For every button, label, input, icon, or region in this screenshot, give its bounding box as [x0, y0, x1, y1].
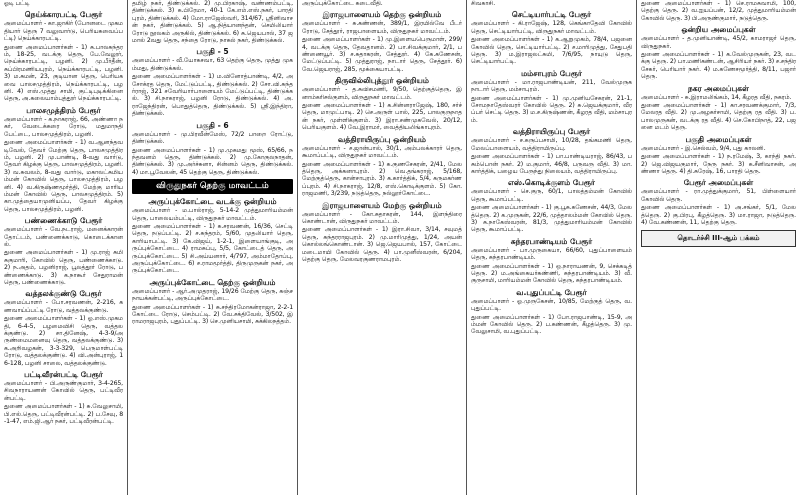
paragraph: அமைப்பாளர் - வே.நடராஜ், மனைக்காரன் தோட்டம், பண்ணைக்காடு, கொடைக்கானல். [4, 226, 123, 248]
section-heading: திருவில்லிபுத்தூர் ஒன்றியம் [334, 76, 430, 86]
paragraph: துணை அமைப்பாளர்கள் - 1) ம.வினோத்பாண்டி, 4/2, அசோக்ரத தெரு, மேட்டுப்பட்டி, திண்டுக்கல். 2) சோ.வி.சுந்தர்ராஜ், 321 சவேரியார்பாளையம் மேட்டுப்பட்டி, திண்டுக்கல். 3) சி.நாகராஜ், பழனி ரோடு, திண்டுக்கல். 4) அ.ராஜேந்திரன், பொதுத்தெரு, திண்டுக்கல். 5) ஸ்ரீ.இந்திரா, திண்டுக்கல். [132, 73, 293, 118]
section-heading: நகர அமைப்புகள் [687, 83, 750, 93]
paragraph: அமைப்பாளர் - ரா.முத்துக்குமார், 51, பிள்ளையார் கோவில் தெரு. [641, 188, 796, 203]
section-heading: வத்திராயிருப்பு ஒன்றியம் [338, 134, 426, 144]
paragraph: அமைப்பாளர் - மா.ராஜபாண்டியன், 211, வேல்முருக நாடார் தெரு, மம்சாபுரம். [471, 78, 632, 94]
column-1 [0, 0, 128, 495]
paragraph: அமைப்பாளர் - கி.ராஜேஷ், 128, கெங்காதேவி கோவில் தெரு, செட்டியார்பட்டி, விருதுநகர் மாவட்டம். [471, 20, 632, 35]
paragraph: துணை அமைப்பாளர்கள் - 1) மு.ராஜ் சுமி சுகுமாரி, கோவில் தெரு, பண்ணைக்காடு. 2) ந.அதம், பழனிராஜ், பூலத்தூர் ரோடு, பண்ணைக்காடு. 3) க.நாகூர் சேதுராமன் தெரு, பண்ணைக்காடு. [4, 249, 123, 286]
paragraph: துணை அமைப்பாளர்கள் - 1) அ.சங்கர், 5/1, மேலத்தெரு. 2) கு.பிரபு, கீழத்தெரு. 3) மா.ராஜா, நடுத்தெரு. 4) வே.கண்ணன், 11, தெற்கு தெரு. [641, 204, 796, 226]
paragraph: துணை அமைப்பாளர்கள் - 1) கு.பூசு.கணேசன், 44/3, மேலத்தெரு. 2) க.முருகன், 22/6, முத்தாலம்மன் கோவில் தெரு. 3) சு.நாகேஸ்வரன், 81/3, முத்துமாரியம்மன் கோவில் தெரு, கூமாப்பட்டி. [471, 204, 632, 234]
paragraph: அமைப்பாளர் - க.நாகராஜ், 66, அண்ணா நகர், வேடைக்கரை ரோடு, மதுமாநதி பேட்டை, பாலசமுத்திரம், பழனி. [4, 115, 123, 138]
paragraph: துணை அமைப்பாளர்கள் - 1) க.குணசேகரன், 2/41, மேலத்தெரு, அக்கனாபுரம். 2) வெ.தங்கராஜ், 5/168, மேற்குத்தெரு, கான்சாபுரம். 3) க.கார்த்திக், 5/4, கருமகர்ணப்புரம். 4) சி.நாகராஜ், 12/8, எஸ்.கொடிக்குளம். 5) கோ.ராஜமணி, 3/239, நடுத்தெரு, நல்லூர்கோட்டை. [302, 160, 462, 198]
paragraph: துணை அமைப்பாளர்கள் - 1) மு.முகமது மூஸ், 65/66, நந்தவனம் தெரு, திண்டுக்கல். 2) மு.கோகுலநாதன், திண்டுக்கல். 3) மு.அர்ச்சுனா, சின்னம் தெரு, திண்டுக்கல். 4) மா.பூவேலன், 45 தெற்கு தெரு, திண்டுக்கல். [132, 146, 293, 176]
district-banner: விருதுநகர் தெற்கு மாவட்டம் [132, 179, 293, 194]
section-heading: வத்திராயிருப்பு பேரூர் [512, 127, 591, 137]
section-heading: பேரூர் அமைப்புகள் [683, 178, 754, 188]
paragraph: அமைப்பாளர் - த.சுவிசமணி, 9/50, தெற்குத்தெரு, இனாம்கரிசல்குளம், விருதுநகர் மாவட்டம். [302, 86, 462, 101]
paragraph: அமைப்பாளர் - வீ.யோகசவா, 63 தெற்கு தெரு, முத்து முகம்மது, திண்டுக்கல். [132, 57, 293, 72]
paragraph: அமைப்பாளர் - ச.கருப்பசாமி, 10/28, தங்கமணி தெரு, மேலப்பாளையம், வத்திராயிருப்பு. [471, 137, 632, 152]
paragraph: தமிழ் நகர், திண்டுக்கல். 2) மு.பிரகாஷ், வண்ணம்பட்டி, திண்டுக்கல். 3) க.பிரேமா, 40-1 கே.எம்.எஸ்.நகர், பாரதி புரம், திண்டுக்கல். 4) மோ.ராஜேஸ்வரி, 314/67, ஸ்ரீனிவாசன் நகர், திண்டுக்கல். 5) ஆ.நித்யானந்தன், செமிலியார் ரோடு நூலகம் அருகில், திண்டுக்கல். 6) சு.ஜெயபால், 37 ஜமால் 2வது தெரு, சந்தை ரோடு, நாகல் நகர், திண்டுக்கல். [132, 0, 293, 45]
column-3 [298, 0, 467, 495]
paragraph: அமைப்பாளர் - பி.அருண்குமார், 3-4-265, சிவநாராயணன் கோவில் தெரு, பட்டிவீரன்பட்டி. [4, 380, 123, 402]
paragraph: சிவகாசி. [471, 0, 496, 7]
paragraph: துணை அமைப்பாளர்கள் - 1) மு.இளையபெருமாள், 299/4, வடக்கு தெரு, தேவதானம். 2) பா.சிவக்குமார், 2/1, பண்ணையூர். 3) ச.சுதாகரன், சேத்தூர். 4) கே.கணேசன், மேட்டுப்பட்டி. 5) முத்துராஜ், நாடார் தெரு, சேத்தூர். 6) வே.ஜெயராஜ், 285, மூக்கையாபட்டி. [302, 36, 462, 73]
paragraph: துணை அமைப்பாளர்கள் - 1) போ.ராஜபாண்டி, 15-9, அம்மன் கோவில் தெரு. 2) ப.கண்ணன், கீழத்தெரு. 3) மு.வேலுசாமி, வ.புதுப்பட்டி. [471, 313, 632, 336]
paragraph: அமைப்பாளர் - போ.சரவணன், 2-216, கணவாய்ப்பட்டி ரோடு, வத்தலக்குண்டு. [4, 299, 123, 314]
paragraph: துணை அமைப்பாளர்கள் - 1) சு.வேலுசாமி, பி.எல்.தெரு, பட்டிவீரன்பட்டி. 2) ப.சேவு, 8-1-47, எம்.ஜி.ஆர் நகர், பட்டிவீரன்பட்டி. [4, 403, 123, 426]
paragraph: அமைப்பாளர் - கா.ஜாகிர் (போனடை முகமதியார் தெரு 7 வலுவார்டு, பெரியகவைப்பட்டி) நெய்க்காரபட்டி. [4, 20, 123, 43]
paragraph: துணை அமைப்பாளர்கள் - 1) இரா.சிவா, 3/14, சவுமத் தெரு, சுந்தரராஜபுரம். 2) மு.மாரிமுத்து, 1/24, அயன் கொல்லங்கொண்டான். 3) ஜெ.ஜெயபால், 157, கோட்டை மடைமாயி கோவில் தெரு. 4) பா.முனீஸ்வரன், 6/204, தெற்கு தெரு, மேலவரகுணராமபுரம். [302, 226, 462, 263]
paragraph: துணை அமைப்பாளர்கள் - 1) பா.பாண்டியராஜ், 86/43, பசும்பொன் நகர். 2) ம.குமார், 46/8, பருவரு வீதி. 3) மா.கார்த்திக், பழைய பேருந்து நிலையம், வத்திராயிருப்பு. [471, 153, 632, 175]
paragraph: அமைப்பாளர் - ச.ஜான்பால், 30/1, அம்பலக்காரர் தெரு, கூமாப்பட்டி, விருதுநகர் மாவட்டம். [302, 144, 462, 160]
paragraph: அமைப்பாளர் - சு.கண்ணன், 389/1, இரயில்வே பீடர் ரோடு, சேத்தூர், ராஜபாளையம், விருதுநகர் மாவட்டம். [302, 20, 462, 35]
paragraph: அமைப்பாளர் - த.முனியாண்டி, 45/2, காமராஜர் தெரு, விருதுநகர். [641, 35, 796, 50]
section-heading: பகுதி - 5 [196, 47, 229, 57]
column-5 [637, 0, 800, 495]
paragraph: துணை அமைப்பாளர்கள் - 1) ஓ.எஸ்.முகமதி, 6-4-5, பழமைவிசி தெரு, வத்தலக்குண்டு. 2) சா.தினேஷ், 4-3-9/அருண்மைமனைவு தெரு, வத்தலக்குண்டு. 3) க.அறிவழகன், 3-3-329, பெருமாள்பட்டி ரோடு, வத்தலக்குண்டு. 4) வி.அன்புராஜ், 16-128, பழனி சாலை, வத்தலக்குண்டு. [4, 315, 123, 367]
section-heading: அருப்புக்கோட்டை தெற்கு ஒன்றியம் [149, 277, 276, 287]
section-heading: வத்தலக்குண்டு பேரூர் [25, 289, 102, 299]
paragraph: அமைப்பாளர் - பா.முருகையா, 66/60, புதுப்பாளையம் தெரு, சுந்தரபாண்டியம். [471, 246, 632, 262]
section-heading: பாலசமுத்திரம் பேரூர் [26, 105, 101, 115]
paragraph: துணை அமைப்பாளர்கள் - 1) க.சின்னராஜேஷ், 180, சர்ச் தெரு, மாமுட்பாடி. 2) செ.அருள் பால், 225, பாலகுருநாதன் நகர், முள்ளிக்குளம். 3) இரா.சண்முகவேல், 20/12, பெரியகுளம். 4) வே.இராமர், வைத்தியலிங்காபுரம். [302, 102, 462, 132]
section-heading: அருப்புக்கோட்டை வடக்கு ஒன்றியம் [148, 197, 277, 207]
paragraph: ஓடி பட்டி [4, 0, 30, 7]
paragraph: அமைப்பாளர் - மு.பிரவீன்மேஸ், 72/2 பாறை ரோட்டு, திண்டுக்கல். [132, 130, 293, 146]
paragraph: அமைப்பாளர் - இ.செல்வம், 9/4, புது காலனி. [641, 144, 766, 152]
paragraph: துணை அமைப்பாளர்கள் - 1) கா.சரவணக்குமார், 7/3, மேலரத வீதி. 2) மு.அழகர்சாமி, தெற்கு ரத வீதி. 3) ப.பாலமுருகன், வடக்கு ரத வீதி. 4) செ.கோபிநாத், 22, பஜனை மடம் தெரு. [641, 102, 796, 132]
paragraph: அமைப்பாளர் - கோ.சுதாகரன், 144, இளந்திரை கொண்டான், விருதுநகர் மாவட்டம். [302, 210, 462, 225]
section-heading: பகுதி - 6 [196, 120, 229, 130]
section-heading: பட்டிவீரன்பட்டி பேரூர் [24, 370, 103, 380]
column-4 [467, 0, 637, 495]
section-heading: ஒன்றிய அமைப்புகள் [681, 25, 756, 35]
section-heading: பகுதி அமைப்புகள் [685, 134, 752, 144]
paragraph: துணை அமைப்பாளர்கள் - 1) ஒ.நாராயணன், 9, செக்கடித் தெரு. 2) ம.அங்கையர்கண்ணி, சுந்தரபாண்டியம். 3) வீ.குருசாமி, மாரியம்மன் கோவில் தெரு, சுந்தரபாண்டியம். [471, 262, 632, 285]
section-heading: மம்சாபுரம் பேரூர் [521, 68, 582, 78]
column-2 [128, 0, 298, 495]
paragraph: துணை அமைப்பாளர்கள் - 1) க.ஆறுமுகம், 78/4, பஜனை கோவில் தெரு, செட்டியார்பட்டி. 2) ச.மாரிமுத்து, சேதுபதி தெரு. 3) ம.இராஜலட்சுமி, 7/6/95, நாயுடு தெரு, செட்டியார்பட்டி. [471, 36, 632, 66]
paragraph: துணை அமைப்பாளர்கள் - 1) க.சரவணன், 16/36, செட்டி தெரு, நடுப்பட்டி. 2) ச.சுந்தரம், 5/60, முதலியார் தெரு, காரியாபட்டி. 3) கே.விஜய், 1-2-1, இளையாங்குடி, அருப்புக்கோட்டை. 4) ராமசுப்பு, 5/5, கோட்டைத் தெரு, அருப்புக்கோட்டை. 5) சி.அய்யனார், 4/797, அம்மாதோப்பு, அருப்புக்கோட்டை. 6) ச.ராமமூர்த்தி, திருமுருகன் நகர், அருப்புக்கோட்டை. [132, 222, 293, 275]
section-heading: பண்ணைக்காடு பேரூர் [24, 216, 103, 226]
paragraph: அருப்புக்கோட்டை கடைவீதி. [302, 0, 383, 7]
section-heading: நெய்க்காரபட்டி பேரூர் [24, 10, 103, 20]
section-heading: எஸ்.கொடிக்குளம் பேரூர் [507, 178, 596, 188]
section-heading: சுந்தரபாண்டியம் பேரூர் [510, 236, 593, 246]
paragraph: துணை அமைப்பாளர்கள் - 1) சு.பாலசுந்தரம், 18-25, வடக்கு தெரு, பே.வேலூர், நெய்க்காரபட்டி, பழனி. 2) மு.பீர்தீன், சுப்பிரமணியபுரம், நெய்க்காரபட்டி, பழனி. 3) ம.சுமன், 23, குடியான தெரு, பெரியகவை பாலசமுத்திரம், நெய்க்காரபட்டி, பழனி. 4) எஸ்.முத்து சாமி, குட்டிபுடிக்கினை தெரு, அ.கலையாம்புத்தூர் நெய்க்காரபட்டி. [4, 43, 123, 103]
paragraph: அமைப்பாளர் - ம.பால்ராஜ், 5-14-2 முத்துமாரியம்மன் தெரு, பாலையம்பட்டி, விருதுநகர் மாவட்டம். [132, 207, 293, 222]
paragraph: அமைப்பாளர் - சு.இராமலிங்கம், 14, கீழரத வீதி, நகரம். [641, 93, 792, 101]
section-heading: வ.புதுப்பட்டி பேரூர் [516, 287, 587, 297]
paragraph: துணை அமைப்பாளர்கள் - 1) ந.ரமேஷ், 3, காந்தி நகர். 2) ஜெ.விஜயகுமார், நேரு நகர். 3) க.சீனிவாசன், அண்ணா தெரு. 4) தி.சுரேஷ், 16, பாரதி தெரு. [641, 153, 796, 175]
paragraph: அமைப்பாளர் - ஆர்.அமுதராஜ், 19/26 மேற்கு தெரு, கஞ்சநாயக்கன்பட்டி, அருப்புக்கோட்டை. [132, 287, 293, 303]
section-heading: செட்டியார்பட்டி பேரூர் [511, 10, 592, 20]
paragraph: துணை அமைப்பாளர்கள் - 1) செ.ராமசுவாமி, 100, தெற்கு தெரு. 2) வ.ஐயப்பன், 12/2, முத்துமாரியம்மன் கோவில் தெரு. 3) பி.அருண்குமார், நடுத்தெரு. [641, 0, 796, 22]
section-heading: இராஜபாளையம் தெற்கு ஒன்றியம் [322, 10, 442, 20]
continuation-box: தொடர்ச்சி III-ஆம் பக்கம் [641, 230, 796, 247]
paragraph: துணை அமைப்பாளர்கள் - 1) மு.முனியசேகரன், 21-1, சோமநாதேஸ்வரர் கோவில் தெரு. 2) சு.ஜெயக்குமார், வீரப்பர் செட்டி தெரு. 3) ம.ச.கிருஷ்ணன், கீழரத வீதி, மம்சாபுரம். [471, 94, 632, 124]
section-heading: இராஜபாளையம் மேற்கு ஒன்றியம் [322, 200, 442, 210]
paragraph: துணை அமைப்பாளர்கள் - 1) வ.ஆனந்தவடிவேல், தேவர் மேற்கு தெரு, பாலசமுத்திரம், பழனி. 2) மு.பாண்டி, 8-வது வார்டு, தேவர் கிழக்கு தெரு, பாலசமுத்திரம், பழனி. 3) வ.சுவலம், 8-வது வார்டு, மகாலட்சுமியம்மன் கோவில் தெரு, பாலசமுத்திரம், பழனி. 4) வ.கிருஷ்ணமூர்த்தி, மேற்கு மாரியம்மன் கோவில் தெரு, பாலசமுத்திரம். 5) கா.முத்தையாமுனியப்ப, தேவர் கிழக்கு தெரு, பாலசமுத்திரம், பழனி. [4, 139, 123, 213]
paragraph: அமைப்பாளர் - ஓ.முருகேசன், 10/85, மேற்குத் தெரு, வ.புதுப்பட்டி. [471, 297, 632, 313]
paragraph: துணை அமைப்பாளர்கள் - 1) சு.சந்திரமோகன்ராஜா, 2-2-1 கோட்டை ரோடு, செம்பட்டி. 2) வே.சக்திவேல், 3/502, இராமராஜபுரம், புதுப்பட்டி. 3) செ.முனியசாமி, சுக்கிலநத்தம். [132, 303, 293, 326]
paragraph: அமைப்பாளர் - செ.குரு, 60/1, பாலத்தம்மன் கோவில் தெரு, கூமாப்பட்டி. [471, 188, 632, 203]
paragraph: துணை அமைப்பாளர்கள் - 1) க.வேல்முருகன், 23, வடக்கு தெரு. 2) பா.மணிகண்டன், ஆசிரியர் நகர். 3) ச.சந்திரசேகர், பெரியார் நகர். 4) ம.கணேசமூர்த்தி, 8/11, பஜார் தெரு. [641, 51, 796, 81]
